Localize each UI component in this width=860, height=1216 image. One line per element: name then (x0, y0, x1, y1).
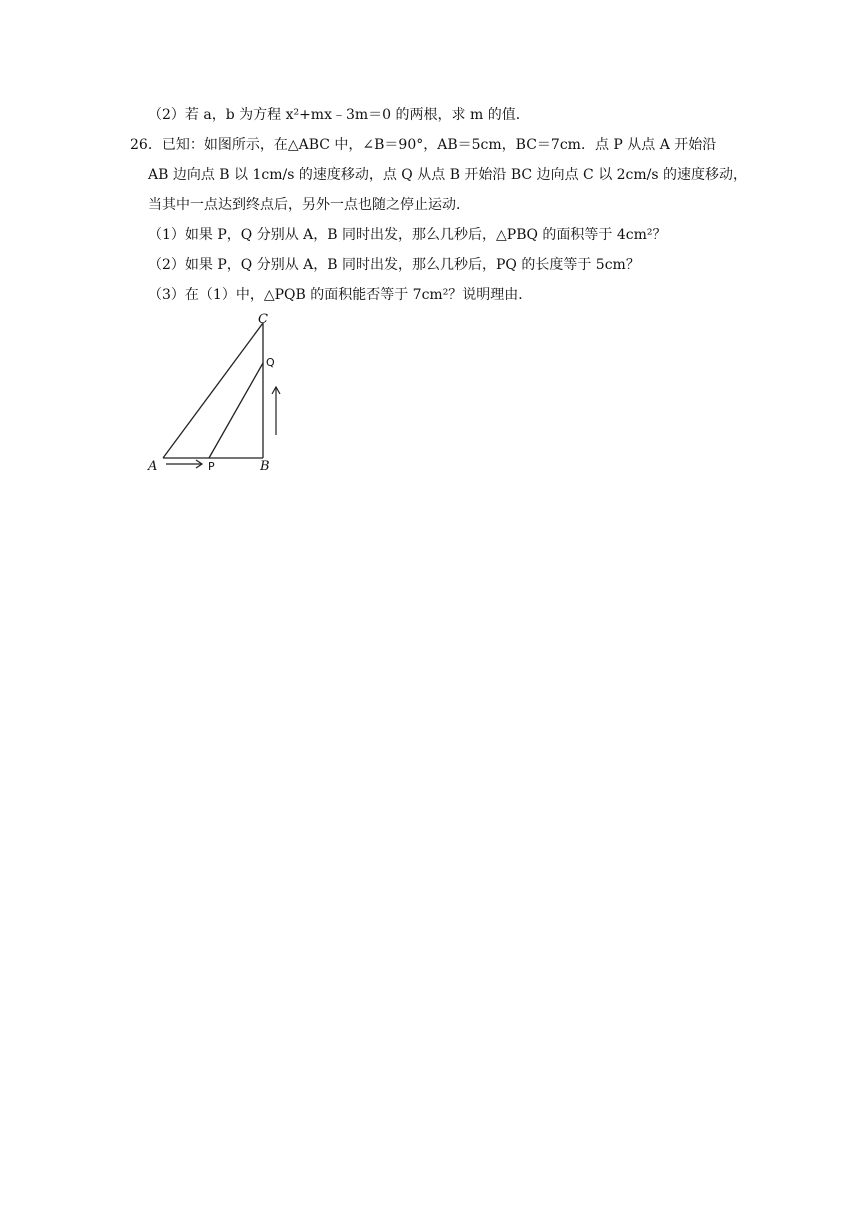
segment-PQ (209, 363, 263, 458)
problem-26-statement-line-2: AB 边向点 B 以 1cm/s 的速度移动，点 Q 从点 B 开始沿 BC 边向点 C 以 2cm/s 的速度移动， (148, 167, 748, 183)
problem-26-question-2: （2）如果 P，Q 分别从 A，B 同时出发，那么几秒后，PQ 的长度等于 5cm？ (148, 257, 640, 273)
problem-26-statement-line-3: 当其中一点达到终点后，另外一点也随之停止运动． (148, 197, 470, 213)
triangle-figure (140, 308, 300, 483)
label-B: B (260, 459, 270, 474)
problem-25-part-2: （2）若 a，b 为方程 x²+mx﹣3m＝0 的两根，求 m 的值． (148, 107, 530, 123)
label-Q: Q (266, 356, 275, 369)
label-C: C (258, 312, 268, 327)
problem-26-statement-line-1: 26．已知：如图所示，在△ABC 中，∠B＝90°，AB＝5cm，BC＝7cm．点 P 从点 A 开始沿 (130, 137, 717, 153)
label-A: A (148, 459, 158, 474)
problem-26-question-1: （1）如果 P，Q 分别从 A，B 同时出发，那么几秒后，△PBQ 的面积等于 4cm²？ (148, 227, 667, 243)
problem-26-question-3: （3）在（1）中，△PQB 的面积能否等于 7cm²？说明理由． (148, 287, 533, 303)
label-P: P (208, 460, 215, 473)
